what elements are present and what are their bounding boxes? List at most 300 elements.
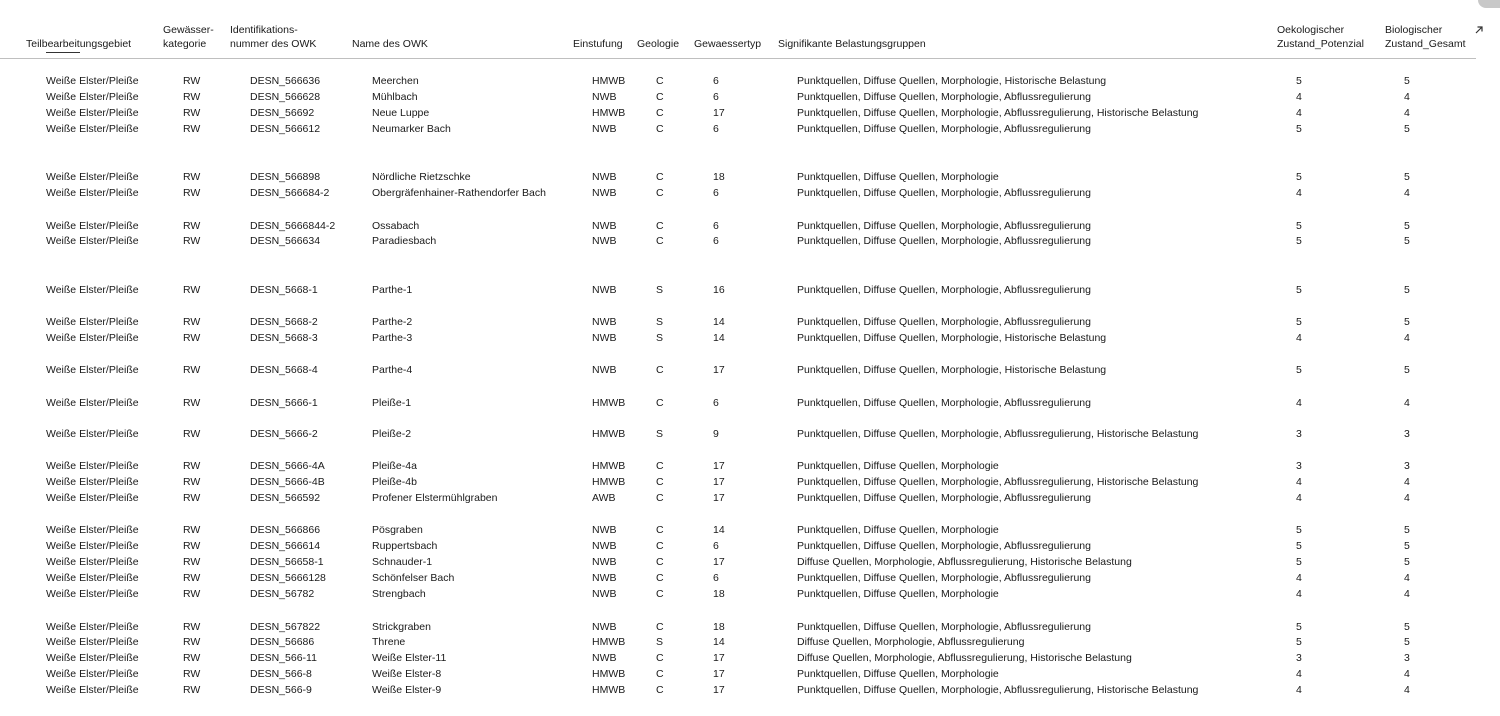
cell-teilbearbeitungsgebiet: Weiße Elster/Pleiße <box>46 492 139 504</box>
cell-gewaesserkategorie: RW <box>183 171 201 183</box>
table-row <box>0 106 1476 121</box>
cell-identifikationsnummer: DESN_566628 <box>250 91 321 103</box>
cell-oekologisch: 5 <box>1296 316 1302 328</box>
cell-identifikationsnummer: DESN_566684-2 <box>250 187 330 199</box>
cell-name: Weiße Elster-11 <box>372 652 447 664</box>
cell-gewaesserkategorie: RW <box>183 588 201 600</box>
cell-gewaessertyp: 6 <box>713 75 719 87</box>
cell-biologisch: 4 <box>1404 187 1410 199</box>
cell-gewaessertyp: 6 <box>713 572 719 584</box>
cell-biologisch: 5 <box>1404 284 1410 296</box>
cell-gewaessertyp: 18 <box>713 621 725 633</box>
table-row <box>0 74 1476 89</box>
cell-oekologisch: 5 <box>1296 284 1302 296</box>
cell-einstufung: HMWB <box>592 476 626 488</box>
cell-gewaesserkategorie: RW <box>183 123 201 135</box>
cell-gewaesserkategorie: RW <box>183 220 201 232</box>
cell-gewaesserkategorie: RW <box>183 492 201 504</box>
table-row <box>0 475 1476 490</box>
cell-name: Pleiße-4b <box>372 476 417 488</box>
cell-teilbearbeitungsgebiet: Weiße Elster/Pleiße <box>46 652 139 664</box>
cell-teilbearbeitungsgebiet: Weiße Elster/Pleiße <box>46 524 139 536</box>
cell-gewaessertyp: 6 <box>713 397 719 409</box>
cell-belastungsgruppen: Punktquellen, Diffuse Quellen, Morphologie, Abflussregulierung <box>797 572 1091 584</box>
cell-oekologisch: 5 <box>1296 364 1302 376</box>
cell-identifikationsnummer: DESN_5666-2 <box>250 428 318 440</box>
cell-gewaessertyp: 17 <box>713 476 725 488</box>
cell-teilbearbeitungsgebiet: Weiße Elster/Pleiße <box>46 636 139 648</box>
cell-geologie: C <box>656 684 664 696</box>
cell-geologie: C <box>656 540 664 552</box>
cell-teilbearbeitungsgebiet: Weiße Elster/Pleiße <box>46 123 139 135</box>
cell-biologisch: 4 <box>1404 332 1410 344</box>
cell-biologisch: 5 <box>1404 364 1410 376</box>
cell-biologisch: 5 <box>1404 123 1410 135</box>
cell-belastungsgruppen: Punktquellen, Diffuse Quellen, Morphologie <box>797 171 999 183</box>
cell-teilbearbeitungsgebiet: Weiße Elster/Pleiße <box>46 588 139 600</box>
cell-identifikationsnummer: DESN_566612 <box>250 123 321 135</box>
cell-gewaessertyp: 17 <box>713 492 725 504</box>
cell-biologisch: 5 <box>1404 75 1410 87</box>
cell-gewaesserkategorie: RW <box>183 75 201 87</box>
cell-name: Parthe-2 <box>372 316 413 328</box>
cell-biologisch: 5 <box>1404 556 1410 568</box>
cell-geologie: C <box>656 220 664 232</box>
cell-einstufung: NWB <box>592 316 617 328</box>
cell-name: Nördliche Rietzschke <box>372 171 471 183</box>
cell-biologisch: 5 <box>1404 220 1410 232</box>
cell-geologie: C <box>656 123 664 135</box>
cell-einstufung: HMWB <box>592 460 626 472</box>
cell-belastungsgruppen: Punktquellen, Diffuse Quellen, Morphologie, Abflussregulierung <box>797 123 1091 135</box>
cell-biologisch: 4 <box>1404 91 1410 103</box>
cell-identifikationsnummer: DESN_566-9 <box>250 684 312 696</box>
cell-teilbearbeitungsgebiet: Weiße Elster/Pleiße <box>46 187 139 199</box>
cell-belastungsgruppen: Punktquellen, Diffuse Quellen, Morphologie, Abflussregulierung <box>797 91 1091 103</box>
cell-belastungsgruppen: Punktquellen, Diffuse Quellen, Morphologie, Abflussregulierung, Historische Belastung <box>797 684 1199 696</box>
cell-oekologisch: 4 <box>1296 668 1302 680</box>
cell-biologisch: 4 <box>1404 684 1410 696</box>
cell-geologie: C <box>656 107 664 119</box>
cell-gewaesserkategorie: RW <box>183 476 201 488</box>
cell-identifikationsnummer: DESN_567822 <box>250 621 321 633</box>
cell-geologie: S <box>656 316 664 328</box>
cell-oekologisch: 5 <box>1296 636 1302 648</box>
cell-gewaesserkategorie: RW <box>183 572 201 584</box>
cell-geologie: C <box>656 588 664 600</box>
cell-einstufung: HMWB <box>592 428 626 440</box>
cell-geologie: C <box>656 75 664 87</box>
cell-belastungsgruppen: Punktquellen, Diffuse Quellen, Morphologie <box>797 524 999 536</box>
cell-einstufung: NWB <box>592 91 617 103</box>
cell-teilbearbeitungsgebiet: Weiße Elster/Pleiße <box>46 684 139 696</box>
cell-gewaessertyp: 6 <box>713 91 719 103</box>
cell-name: Pleiße-4a <box>372 460 417 472</box>
cell-name: Parthe-4 <box>372 364 413 376</box>
cell-teilbearbeitungsgebiet: Weiße Elster/Pleiße <box>46 668 139 680</box>
cell-einstufung: HMWB <box>592 636 626 648</box>
cell-identifikationsnummer: DESN_566866 <box>250 524 321 536</box>
cell-teilbearbeitungsgebiet: Weiße Elster/Pleiße <box>46 75 139 87</box>
cell-einstufung: NWB <box>592 524 617 536</box>
header-underline <box>46 52 80 53</box>
header-geologie: Geologie <box>637 38 680 50</box>
table-row <box>0 186 1476 201</box>
table-row <box>0 170 1476 185</box>
header-oekologisch: Oekologischer Zustand_Potenzial <box>1277 24 1364 50</box>
cell-einstufung: NWB <box>592 652 617 664</box>
cell-teilbearbeitungsgebiet: Weiße Elster/Pleiße <box>46 476 139 488</box>
header-identifikationsnummer: Identifikations- nummer des OWK <box>230 24 317 50</box>
table-row <box>0 523 1476 538</box>
cell-geologie: C <box>656 397 664 409</box>
cell-belastungsgruppen: Punktquellen, Diffuse Quellen, Morphologie, Abflussregulierung, Historische Belastung <box>797 428 1199 440</box>
cell-gewaessertyp: 6 <box>713 123 719 135</box>
cell-oekologisch: 4 <box>1296 476 1302 488</box>
cell-biologisch: 4 <box>1404 572 1410 584</box>
table-row <box>0 459 1476 474</box>
cell-gewaesserkategorie: RW <box>183 460 201 472</box>
table-row <box>0 683 1476 698</box>
cell-einstufung: NWB <box>592 171 617 183</box>
cell-identifikationsnummer: DESN_566-11 <box>250 652 317 664</box>
cell-gewaessertyp: 6 <box>713 540 719 552</box>
cell-teilbearbeitungsgebiet: Weiße Elster/Pleiße <box>46 364 139 376</box>
cell-name: Threne <box>372 636 406 648</box>
table-row <box>0 587 1476 602</box>
cell-biologisch: 5 <box>1404 621 1410 633</box>
cell-belastungsgruppen: Punktquellen, Diffuse Quellen, Morphologie, Abflussregulierung <box>797 540 1091 552</box>
cell-identifikationsnummer: DESN_56658-1 <box>250 556 324 568</box>
cell-belastungsgruppen: Punktquellen, Diffuse Quellen, Morphologie <box>797 588 999 600</box>
cell-teilbearbeitungsgebiet: Weiße Elster/Pleiße <box>46 235 139 247</box>
cell-identifikationsnummer: DESN_566614 <box>250 540 321 552</box>
table-row <box>0 283 1476 298</box>
table-row <box>0 635 1476 650</box>
cell-identifikationsnummer: DESN_5666128 <box>250 572 326 584</box>
cell-biologisch: 5 <box>1404 171 1410 183</box>
cell-geologie: S <box>656 636 664 648</box>
table-row <box>0 396 1476 411</box>
table-row <box>0 651 1476 666</box>
cell-oekologisch: 4 <box>1296 397 1302 409</box>
cell-identifikationsnummer: DESN_56782 <box>250 588 315 600</box>
cell-teilbearbeitungsgebiet: Weiße Elster/Pleiße <box>46 316 139 328</box>
cell-name: Pleiße-2 <box>372 428 412 440</box>
cell-geologie: C <box>656 524 664 536</box>
table-row <box>0 90 1476 105</box>
cell-name: Pleiße-1 <box>372 397 412 409</box>
table-row <box>0 427 1476 442</box>
cell-teilbearbeitungsgebiet: Weiße Elster/Pleiße <box>46 540 139 552</box>
cell-einstufung: NWB <box>592 220 617 232</box>
cell-name: Obergräfenhainer-Rathendorfer Bach <box>372 187 546 199</box>
cell-gewaessertyp: 6 <box>713 187 719 199</box>
cell-name: Pösgraben <box>372 524 423 536</box>
cell-teilbearbeitungsgebiet: Weiße Elster/Pleiße <box>46 284 139 296</box>
cell-geologie: C <box>656 476 664 488</box>
cell-name: Schönfelser Bach <box>372 572 455 584</box>
cell-biologisch: 4 <box>1404 397 1410 409</box>
cell-einstufung: NWB <box>592 235 617 247</box>
cell-geologie: C <box>656 235 664 247</box>
cell-gewaessertyp: 14 <box>713 332 725 344</box>
table-row <box>0 122 1476 137</box>
cell-oekologisch: 4 <box>1296 332 1302 344</box>
cell-name: Weiße Elster-9 <box>372 684 442 696</box>
cell-name: Ruppertsbach <box>372 540 438 552</box>
cell-geologie: S <box>656 332 664 344</box>
cell-identifikationsnummer: DESN_5668-1 <box>250 284 318 296</box>
cell-einstufung: NWB <box>592 284 617 296</box>
cell-name: Schnauder-1 <box>372 556 433 568</box>
cell-oekologisch: 3 <box>1296 652 1302 664</box>
cell-name: Neumarker Bach <box>372 123 451 135</box>
cell-gewaessertyp: 17 <box>713 668 725 680</box>
cell-biologisch: 4 <box>1404 588 1410 600</box>
cell-oekologisch: 3 <box>1296 428 1302 440</box>
cell-oekologisch: 4 <box>1296 107 1302 119</box>
cell-geologie: C <box>656 364 664 376</box>
cell-gewaesserkategorie: RW <box>183 668 201 680</box>
cell-teilbearbeitungsgebiet: Weiße Elster/Pleiße <box>46 460 139 472</box>
cell-gewaesserkategorie: RW <box>183 652 201 664</box>
cell-belastungsgruppen: Punktquellen, Diffuse Quellen, Morphologie <box>797 460 999 472</box>
cell-identifikationsnummer: DESN_5668-2 <box>250 316 318 328</box>
cell-teilbearbeitungsgebiet: Weiße Elster/Pleiße <box>46 107 139 119</box>
cell-gewaessertyp: 14 <box>713 524 725 536</box>
cell-belastungsgruppen: Punktquellen, Diffuse Quellen, Morphologie, Abflussregulierung <box>797 492 1091 504</box>
cell-teilbearbeitungsgebiet: Weiße Elster/Pleiße <box>46 556 139 568</box>
expand-arrow-icon[interactable] <box>1473 24 1485 36</box>
cell-identifikationsnummer: DESN_56686 <box>250 636 315 648</box>
header-divider <box>0 58 1476 59</box>
cell-identifikationsnummer: DESN_566898 <box>250 171 321 183</box>
cell-gewaesserkategorie: RW <box>183 91 201 103</box>
cell-gewaessertyp: 14 <box>713 636 725 648</box>
cell-gewaessertyp: 17 <box>713 556 725 568</box>
cell-biologisch: 5 <box>1404 524 1410 536</box>
table-row <box>0 620 1476 635</box>
cell-oekologisch: 4 <box>1296 572 1302 584</box>
cell-belastungsgruppen: Diffuse Quellen, Morphologie, Abflussregulierung, Historische Belastung <box>797 556 1132 568</box>
cell-geologie: S <box>656 428 664 440</box>
table-row <box>0 491 1476 506</box>
cell-gewaesserkategorie: RW <box>183 524 201 536</box>
cell-einstufung: NWB <box>592 187 617 199</box>
cell-einstufung: HMWB <box>592 668 626 680</box>
cell-belastungsgruppen: Punktquellen, Diffuse Quellen, Morphologie, Historische Belastung <box>797 75 1107 87</box>
cell-name: Strickgraben <box>372 621 431 633</box>
cell-gewaesserkategorie: RW <box>183 364 201 376</box>
cell-belastungsgruppen: Punktquellen, Diffuse Quellen, Morphologie, Abflussregulierung <box>797 220 1091 232</box>
cell-belastungsgruppen: Punktquellen, Diffuse Quellen, Morphologie <box>797 668 999 680</box>
cell-gewaesserkategorie: RW <box>183 235 201 247</box>
cell-identifikationsnummer: DESN_5666-1 <box>250 397 318 409</box>
cell-oekologisch: 4 <box>1296 91 1302 103</box>
cell-gewaessertyp: 17 <box>713 364 725 376</box>
cell-gewaesserkategorie: RW <box>183 397 201 409</box>
cell-geologie: C <box>656 572 664 584</box>
cell-oekologisch: 5 <box>1296 220 1302 232</box>
cell-teilbearbeitungsgebiet: Weiße Elster/Pleiße <box>46 621 139 633</box>
header-teilbearbeitungsgebiet: Teilbearbeitungsgebiet <box>26 38 132 50</box>
table-row <box>0 331 1476 346</box>
cell-gewaessertyp: 17 <box>713 107 725 119</box>
header-einstufung: Einstufung <box>573 38 623 50</box>
cell-identifikationsnummer: DESN_566-8 <box>250 668 312 680</box>
table-row <box>0 539 1476 554</box>
table-row <box>0 234 1476 249</box>
cell-gewaesserkategorie: RW <box>183 332 201 344</box>
table-row <box>0 555 1476 570</box>
cell-geologie: C <box>656 652 664 664</box>
cell-name: Mühlbach <box>372 91 418 103</box>
cell-identifikationsnummer: DESN_566636 <box>250 75 321 87</box>
cell-oekologisch: 5 <box>1296 540 1302 552</box>
cell-biologisch: 5 <box>1404 235 1410 247</box>
cell-gewaessertyp: 6 <box>713 235 719 247</box>
cell-oekologisch: 3 <box>1296 460 1302 472</box>
cell-biologisch: 4 <box>1404 668 1410 680</box>
cell-oekologisch: 4 <box>1296 492 1302 504</box>
cell-geologie: C <box>656 668 664 680</box>
cell-oekologisch: 5 <box>1296 235 1302 247</box>
cell-name: Meerchen <box>372 75 419 87</box>
cell-einstufung: HMWB <box>592 107 626 119</box>
cell-gewaesserkategorie: RW <box>183 428 201 440</box>
cell-belastungsgruppen: Punktquellen, Diffuse Quellen, Morphologie, Abflussregulierung <box>797 187 1091 199</box>
cell-oekologisch: 4 <box>1296 588 1302 600</box>
cell-identifikationsnummer: DESN_5668-4 <box>250 364 318 376</box>
cell-biologisch: 3 <box>1404 652 1410 664</box>
cell-biologisch: 4 <box>1404 492 1410 504</box>
cell-identifikationsnummer: DESN_566634 <box>250 235 321 247</box>
cell-belastungsgruppen: Punktquellen, Diffuse Quellen, Morphologie, Abflussregulierung <box>797 397 1091 409</box>
scroll-handle-icon[interactable] <box>1478 0 1500 8</box>
cell-teilbearbeitungsgebiet: Weiße Elster/Pleiße <box>46 220 139 232</box>
cell-einstufung: NWB <box>592 621 617 633</box>
cell-gewaesserkategorie: RW <box>183 187 201 199</box>
cell-name: Parthe-1 <box>372 284 413 296</box>
cell-biologisch: 3 <box>1404 428 1410 440</box>
cell-gewaessertyp: 6 <box>713 220 719 232</box>
cell-gewaessertyp: 17 <box>713 460 725 472</box>
cell-belastungsgruppen: Punktquellen, Diffuse Quellen, Morphologie, Abflussregulierung, Historische Belastung <box>797 476 1199 488</box>
table-row <box>0 667 1476 682</box>
header-belastungsgruppen: Signifikante Belastungsgruppen <box>778 38 926 50</box>
cell-belastungsgruppen: Punktquellen, Diffuse Quellen, Morphologie, Historische Belastung <box>797 332 1107 344</box>
cell-identifikationsnummer: DESN_56692 <box>250 107 315 119</box>
header-gewaessertyp: Gewaessertyp <box>694 38 762 50</box>
cell-oekologisch: 4 <box>1296 684 1302 696</box>
cell-oekologisch: 5 <box>1296 556 1302 568</box>
cell-geologie: C <box>656 621 664 633</box>
header-biologisch: Biologischer Zustand_Gesamt <box>1385 24 1466 50</box>
cell-belastungsgruppen: Diffuse Quellen, Morphologie, Abflussregulierung, Historische Belastung <box>797 652 1132 664</box>
table-row <box>0 315 1476 330</box>
cell-name: Paradiesbach <box>372 235 437 247</box>
cell-belastungsgruppen: Diffuse Quellen, Morphologie, Abflussregulierung <box>797 636 1025 648</box>
cell-gewaesserkategorie: RW <box>183 684 201 696</box>
cell-gewaesserkategorie: RW <box>183 316 201 328</box>
cell-gewaessertyp: 16 <box>713 284 725 296</box>
cell-name: Strengbach <box>372 588 426 600</box>
cell-einstufung: NWB <box>592 540 617 552</box>
cell-identifikationsnummer: DESN_566592 <box>250 492 321 504</box>
cell-einstufung: HMWB <box>592 75 626 87</box>
cell-belastungsgruppen: Punktquellen, Diffuse Quellen, Morphologie, Abflussregulierung <box>797 284 1091 296</box>
cell-einstufung: AWB <box>592 492 616 504</box>
cell-gewaesserkategorie: RW <box>183 636 201 648</box>
cell-biologisch: 3 <box>1404 460 1410 472</box>
cell-einstufung: NWB <box>592 572 617 584</box>
cell-einstufung: NWB <box>592 123 617 135</box>
cell-gewaessertyp: 14 <box>713 316 725 328</box>
cell-geologie: C <box>656 171 664 183</box>
cell-gewaesserkategorie: RW <box>183 556 201 568</box>
cell-einstufung: NWB <box>592 588 617 600</box>
table-row <box>0 571 1476 586</box>
cell-teilbearbeitungsgebiet: Weiße Elster/Pleiße <box>46 91 139 103</box>
cell-teilbearbeitungsgebiet: Weiße Elster/Pleiße <box>46 332 139 344</box>
cell-teilbearbeitungsgebiet: Weiße Elster/Pleiße <box>46 397 139 409</box>
cell-teilbearbeitungsgebiet: Weiße Elster/Pleiße <box>46 572 139 584</box>
cell-gewaesserkategorie: RW <box>183 621 201 633</box>
cell-gewaesserkategorie: RW <box>183 540 201 552</box>
cell-biologisch: 4 <box>1404 107 1410 119</box>
cell-biologisch: 5 <box>1404 540 1410 552</box>
cell-belastungsgruppen: Punktquellen, Diffuse Quellen, Morphologie, Abflussregulierung <box>797 316 1091 328</box>
cell-gewaesserkategorie: RW <box>183 284 201 296</box>
cell-identifikationsnummer: DESN_5666-4A <box>250 460 325 472</box>
cell-biologisch: 5 <box>1404 636 1410 648</box>
header-gewaesserkategorie: Gewässer- kategorie <box>163 24 214 50</box>
cell-geologie: C <box>656 187 664 199</box>
cell-gewaessertyp: 17 <box>713 684 725 696</box>
cell-name: Neue Luppe <box>372 107 430 119</box>
cell-belastungsgruppen: Punktquellen, Diffuse Quellen, Morphologie, Abflussregulierung <box>797 621 1091 633</box>
cell-oekologisch: 5 <box>1296 171 1302 183</box>
cell-gewaessertyp: 18 <box>713 588 725 600</box>
cell-geologie: C <box>656 556 664 568</box>
cell-gewaessertyp: 18 <box>713 171 725 183</box>
cell-belastungsgruppen: Punktquellen, Diffuse Quellen, Morphologie, Abflussregulierung, Historische Belastung <box>797 107 1199 119</box>
cell-oekologisch: 5 <box>1296 123 1302 135</box>
cell-geologie: C <box>656 460 664 472</box>
cell-teilbearbeitungsgebiet: Weiße Elster/Pleiße <box>46 171 139 183</box>
cell-einstufung: NWB <box>592 556 617 568</box>
cell-biologisch: 4 <box>1404 476 1410 488</box>
cell-oekologisch: 5 <box>1296 75 1302 87</box>
header-name: Name des OWK <box>352 38 428 50</box>
cell-oekologisch: 4 <box>1296 187 1302 199</box>
cell-geologie: C <box>656 492 664 504</box>
cell-teilbearbeitungsgebiet: Weiße Elster/Pleiße <box>46 428 139 440</box>
cell-belastungsgruppen: Punktquellen, Diffuse Quellen, Morphologie, Historische Belastung <box>797 364 1107 376</box>
cell-biologisch: 5 <box>1404 316 1410 328</box>
cell-einstufung: NWB <box>592 364 617 376</box>
cell-gewaessertyp: 9 <box>713 428 719 440</box>
cell-geologie: S <box>656 284 664 296</box>
cell-name: Profener Elstermühlgraben <box>372 492 498 504</box>
cell-identifikationsnummer: DESN_5668-3 <box>250 332 318 344</box>
table-row <box>0 363 1476 378</box>
cell-einstufung: NWB <box>592 332 617 344</box>
cell-oekologisch: 5 <box>1296 524 1302 536</box>
cell-einstufung: HMWB <box>592 397 626 409</box>
cell-geologie: C <box>656 91 664 103</box>
